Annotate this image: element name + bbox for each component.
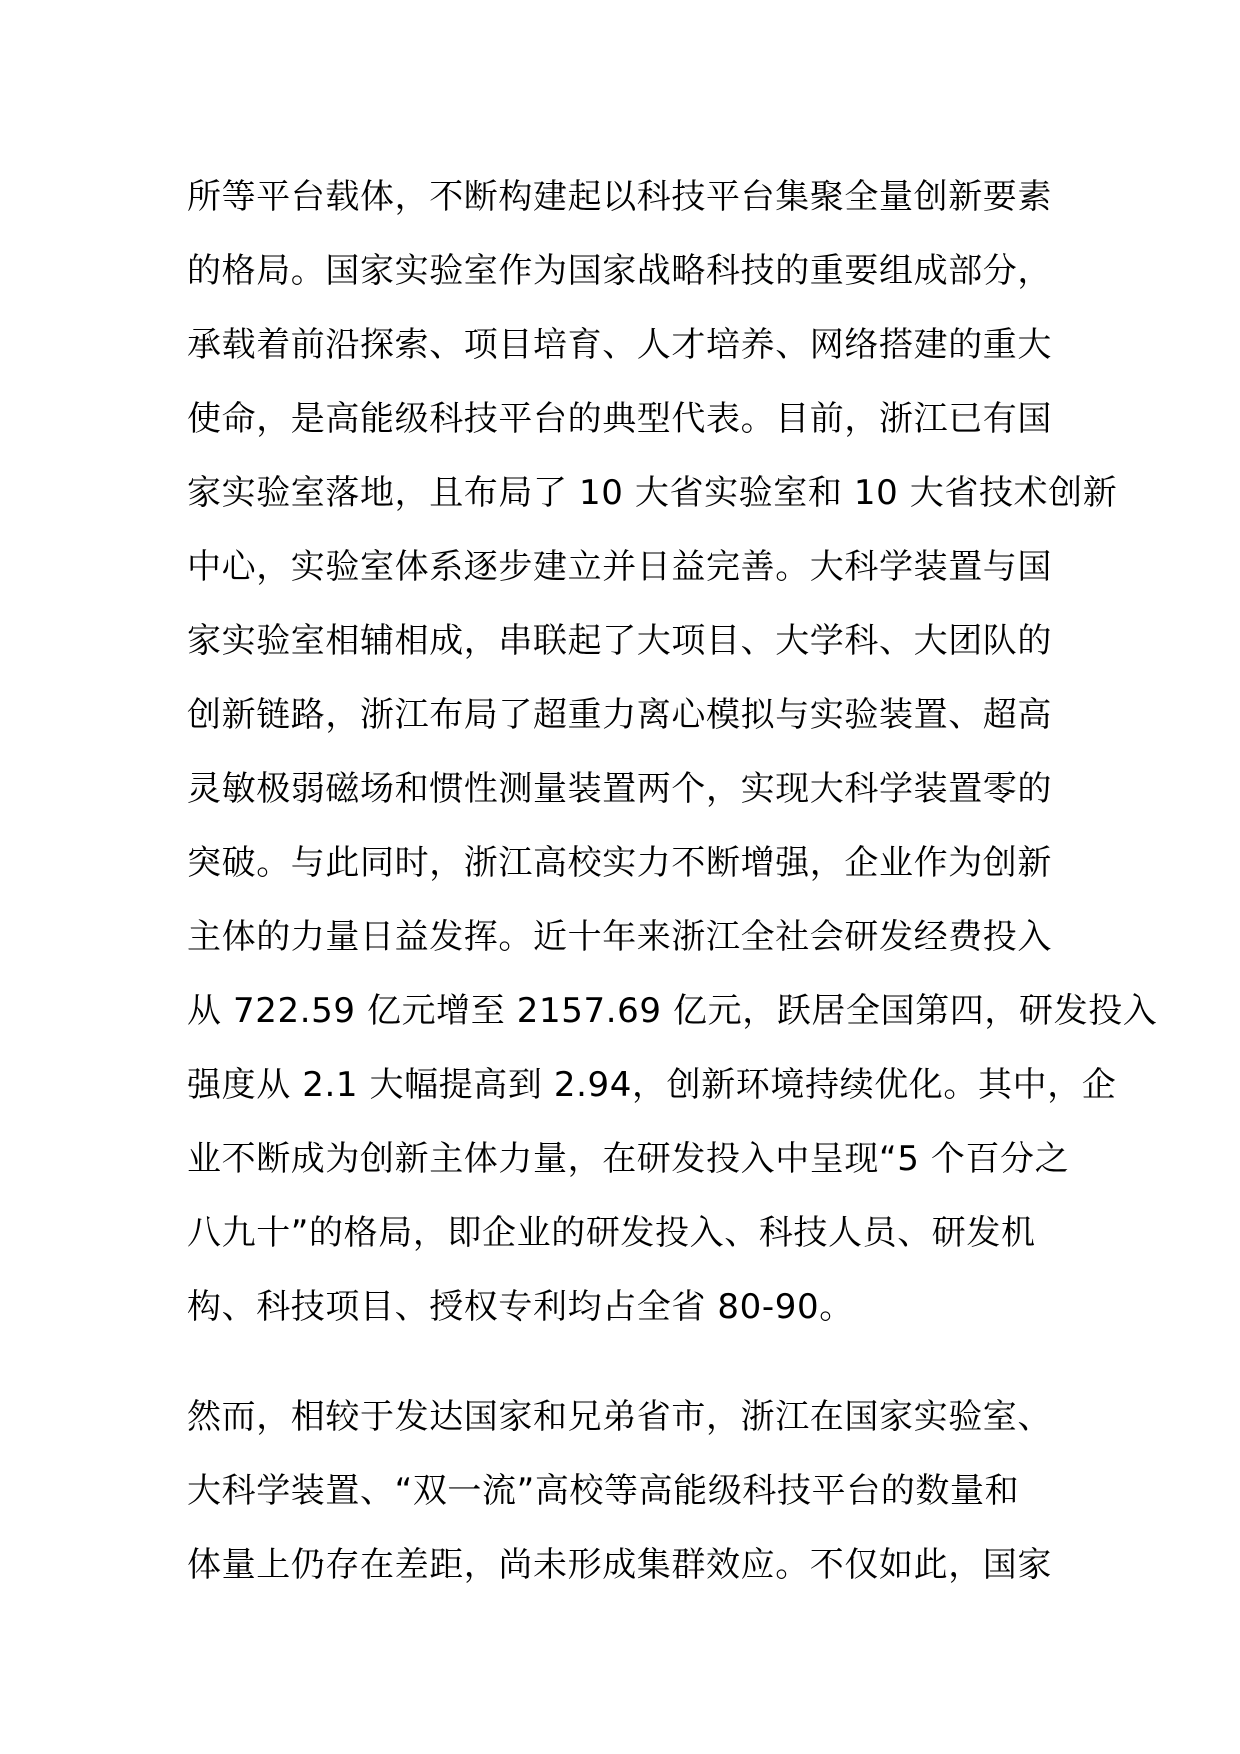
paragraph-line: 从 722.59 亿元增至 2157.69 亿元，跃居全国第四，研发投入 bbox=[187, 991, 1158, 1031]
paragraph-line: 使命，是高能级科技平台的典型代表。目前，浙江已有国 bbox=[187, 399, 1052, 439]
paragraph-line: 承载着前沿探索、项目培育、人才培养、网络搭建的重大 bbox=[187, 325, 1052, 365]
paragraph-line: 家实验室相辅相成，串联起了大项目、大学科、大团队的 bbox=[187, 621, 1052, 661]
paragraph-line: 创新链路，浙江布局了超重力离心模拟与实验装置、超高 bbox=[187, 695, 1052, 735]
paragraph-line: 体量上仍存在差距，尚未形成集群效应。不仅如此，国家 bbox=[187, 1545, 1052, 1585]
paragraph-line: 所等平台载体，不断构建起以科技平台集聚全量创新要素 bbox=[187, 177, 1052, 217]
paragraph-line: 八九十”的格局，即企业的研发投入、科技人员、研发机 bbox=[187, 1213, 1036, 1253]
paragraph-line: 灵敏极弱磁场和惯性测量装置两个，实现大科学装置零的 bbox=[187, 769, 1052, 809]
paragraph-line: 强度从 2.1 大幅提高到 2.94，创新环境持续优化。其中，企 bbox=[187, 1065, 1117, 1105]
paragraph-line: 中心，实验室体系逐步建立并日益完善。大科学装置与国 bbox=[187, 547, 1052, 587]
paragraph bbox=[187, 1380, 1057, 1602]
paragraph-line: 突破。与此同时，浙江高校实力不断增强，企业作为创新 bbox=[187, 843, 1052, 883]
paragraph bbox=[187, 160, 1158, 1344]
paragraph-line: 然而，相较于发达国家和兄弟省市，浙江在国家实验室、 bbox=[187, 1397, 1052, 1437]
paragraph-line: 构、科技项目、授权专利均占全省 80-90。 bbox=[187, 1287, 854, 1327]
paragraph-line: 的格局。国家实验室作为国家战略科技的重要组成部分， bbox=[187, 251, 1052, 291]
paragraph-line: 主体的力量日益发挥。近十年来浙江全社会研发经费投入 bbox=[187, 917, 1052, 957]
paragraph-line: 家实验室落地，且布局了 10 大省实验室和 10 大省技术创新 bbox=[187, 473, 1118, 513]
paragraph-line: 业不断成为创新主体力量，在研发投入中呈现“5 个百分之 bbox=[187, 1139, 1070, 1179]
paragraph-line: 大科学装置、“双一流”高校等高能级科技平台的数量和 bbox=[187, 1471, 1020, 1511]
